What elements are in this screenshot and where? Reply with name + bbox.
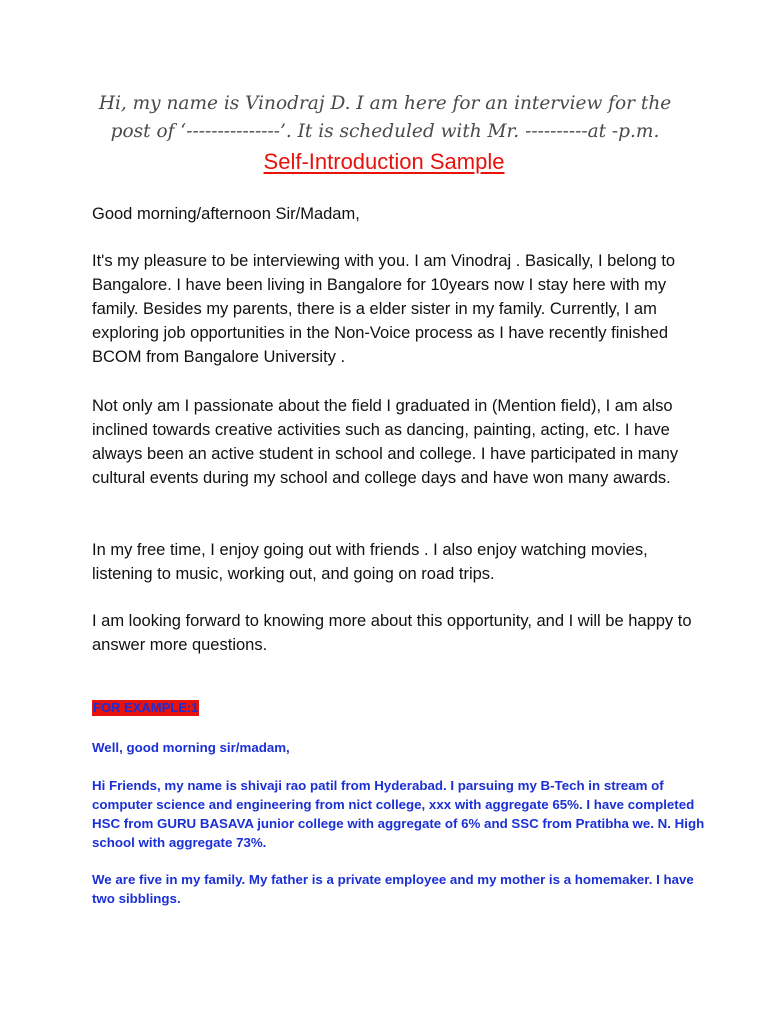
example-greeting: Well, good morning sir/madam, — [92, 740, 290, 755]
paragraph-interests: Not only am I passionate about the field I graduated in (Mention field), I am also inclined towards creative activities such as dancing, painting, acting, etc. I have always been an active student in school and college. I have participated in many cultural events during my school and college days and have won many awards. — [92, 397, 679, 487]
paragraph-closing: I am looking forward to knowing more about this opportunity, and I will be happy to answer more questions. — [92, 612, 692, 654]
paragraph-background: It's my pleasure to be interviewing with you. I am Vinodraj . Basically, I belong to Bangalore. I have been living in Bangalore for 10years now I stay here with my family. Besides my parents, there is a elder sister in my family. Currently, I am exploring job opportunities in the Non-Voice process as I have recently finished BCOM from Bangalore University . — [92, 252, 676, 366]
paragraph-free-time: In my free time, I enjoy going out with friends . I also enjoy watching movies, listening to music, working out, and going on road trips. — [92, 541, 648, 583]
intro-headline-line-2: post of ‘---------------’. It is scheduled with Mr. ----------at -p.m. — [110, 121, 660, 142]
example-paragraph-education: Hi Friends, my name is shivaji rao patil from Hyderabad. I parsuing my B-Tech in stream of computer science and engineering from nict college, xxx with aggregate 65%. I have completed HSC from GURU BASAVA junior college with aggregate of 6% and SSC from Pratibha we. N. High school with aggregate 73%. — [92, 778, 705, 850]
example-label: FOR EXAMPLE:1 — [93, 700, 199, 715]
document-title — [0, 148, 768, 176]
document-title-text: Self-Introduction Sample — [263, 149, 505, 174]
example-paragraph-family: We are five in my family. My father is a private employee and my mother is a homemaker. I have two sibblings. — [92, 872, 694, 906]
greeting-line: Good morning/afternoon Sir/Madam, — [92, 205, 360, 223]
intro-headline — [80, 90, 690, 146]
intro-headline-line-1: Hi, my name is Vinodraj D. I am here for an interview for the — [98, 93, 672, 114]
